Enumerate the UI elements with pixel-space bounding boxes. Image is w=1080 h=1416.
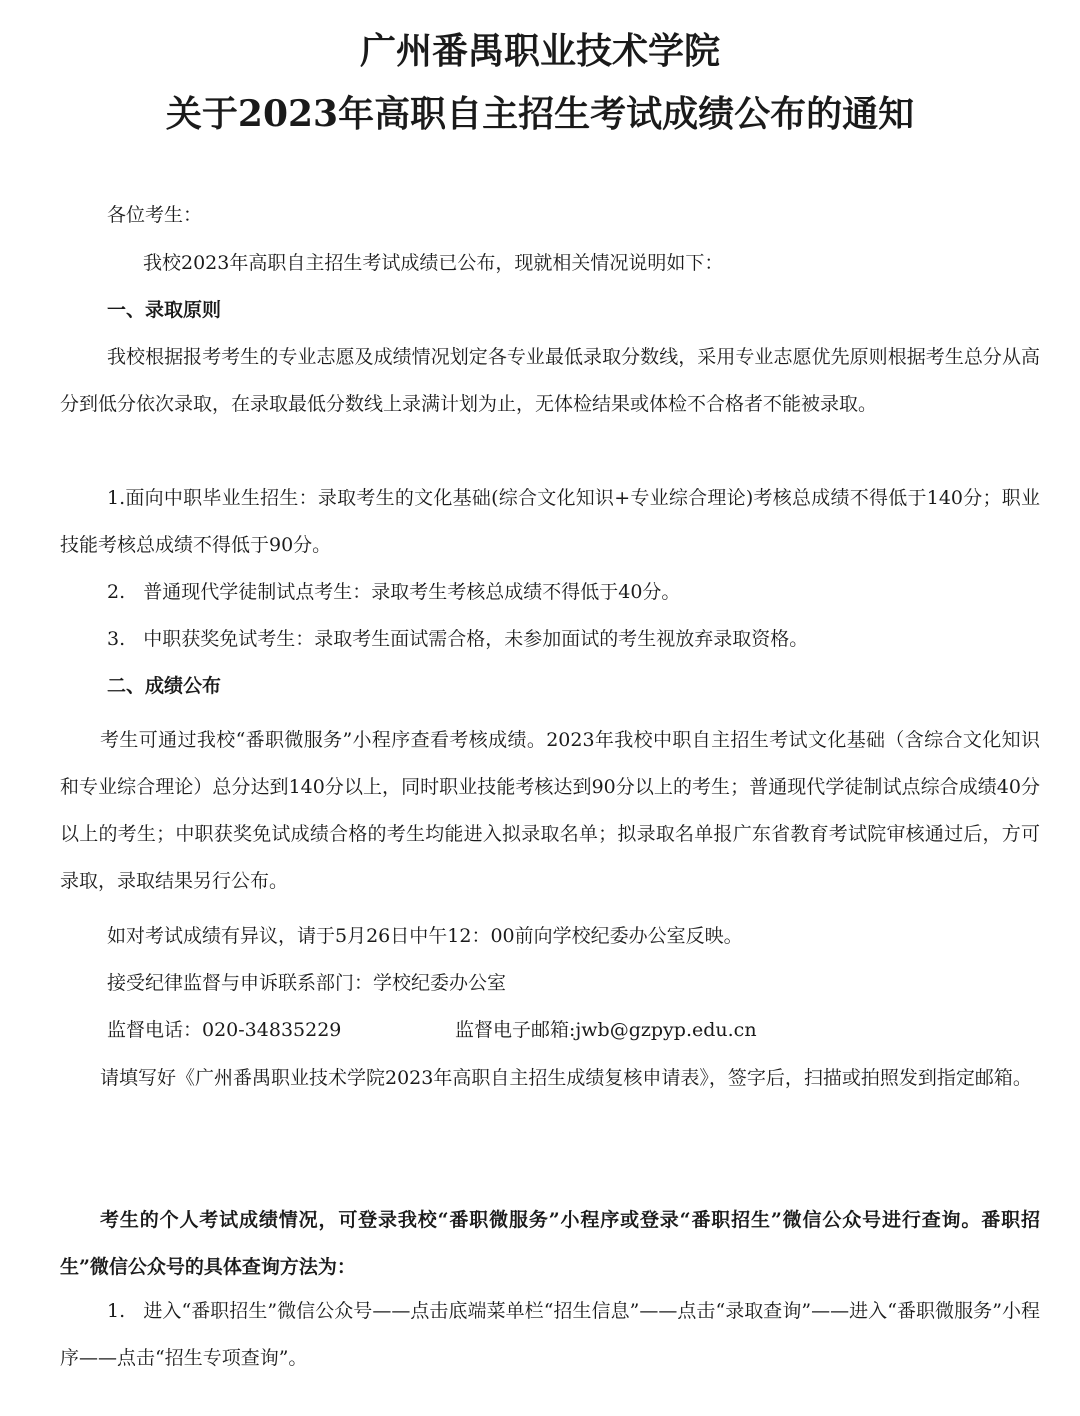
section1-item2: 2. 普通现代学徒制试点考生：录取考生考核总成绩不得低于40分。 (107, 581, 681, 603)
section1-item3: 3. 中职获奖免试考生：录取考生面试需合格，未参加面试的考生视放弃录取资格。 (107, 628, 809, 650)
section1-body: 我校根据报考考生的专业志愿及成绩情况划定各专业最低录取分数线，采用专业志愿优先原则根据考生总分从高分到低分依次录取，在录取最低分数线上录满计划为止，无体检结果或体检不合格者不能被录取。 (60, 346, 1040, 415)
section1-item1: 1.面向中职毕业生招生：录取考生的文化基础(综合文化知识+专业综合理论)考核总成绩不得低于140分；职业技能考核总成绩不得低于90分。 (60, 487, 1040, 556)
notice-title: 关于2023年高职自主招生考试成绩公布的通知 (165, 93, 915, 135)
supervision-phone: 监督电话：020-34835229 (107, 1019, 342, 1041)
query-instructions: 考生的个人考试成绩情况，可登录我校“番职微服务”小程序或登录“番职招生”微信公众号进行查询。番职招生”微信公众号的具体查询方法为： (60, 1209, 1040, 1278)
intro-paragraph: 我校2023年高职自主招生考试成绩已公布，现就相关情况说明如下： (143, 252, 724, 274)
query-step1: 1. 进入“番职招生”微信公众号——点击底端菜单栏“招生信息”——点击“录取查询”——进入“番职微服务”小程序——点击“招生专项查询”。 (60, 1300, 1040, 1369)
section1-heading: 一、录取原则 (107, 299, 222, 321)
school-title: 广州番禺职业技术学院 (359, 30, 720, 72)
review-form-instruction: 请填写好《广州番禺职业技术学院2023年高职自主招生成绩复核申请表》，签字后，扫描或拍照发到指定邮箱。 (100, 1067, 1032, 1089)
section2-heading: 二、成绩公布 (107, 675, 222, 697)
supervision-department: 接受纪律监督与申诉联系部门：学校纪委办公室 (107, 972, 507, 994)
section2-body: 考生可通过我校“番职微服务”小程序查看考核成绩。2023年我校中职自主招生考试文化基础（含综合文化知识和专业综合理论）总分达到140分以上，同时职业技能考核达到90分以上的考生；普通现代学徒制试点综合成绩40分以上的考生；中职获奖免试成绩合格的考生均能进入拟录取名单；拟录取名单报广东省教育考试院审核通过后，方可录取，录取结果另行公布。 (60, 729, 1040, 892)
greeting: 各位考生： (107, 204, 203, 226)
objection-note: 如对考试成绩有异议，请于5月26日中午12：00前向学校纪委办公室反映。 (107, 925, 743, 947)
supervision-email: 监督电子邮箱:jwb@gzpyp.edu.cn (455, 1019, 757, 1041)
